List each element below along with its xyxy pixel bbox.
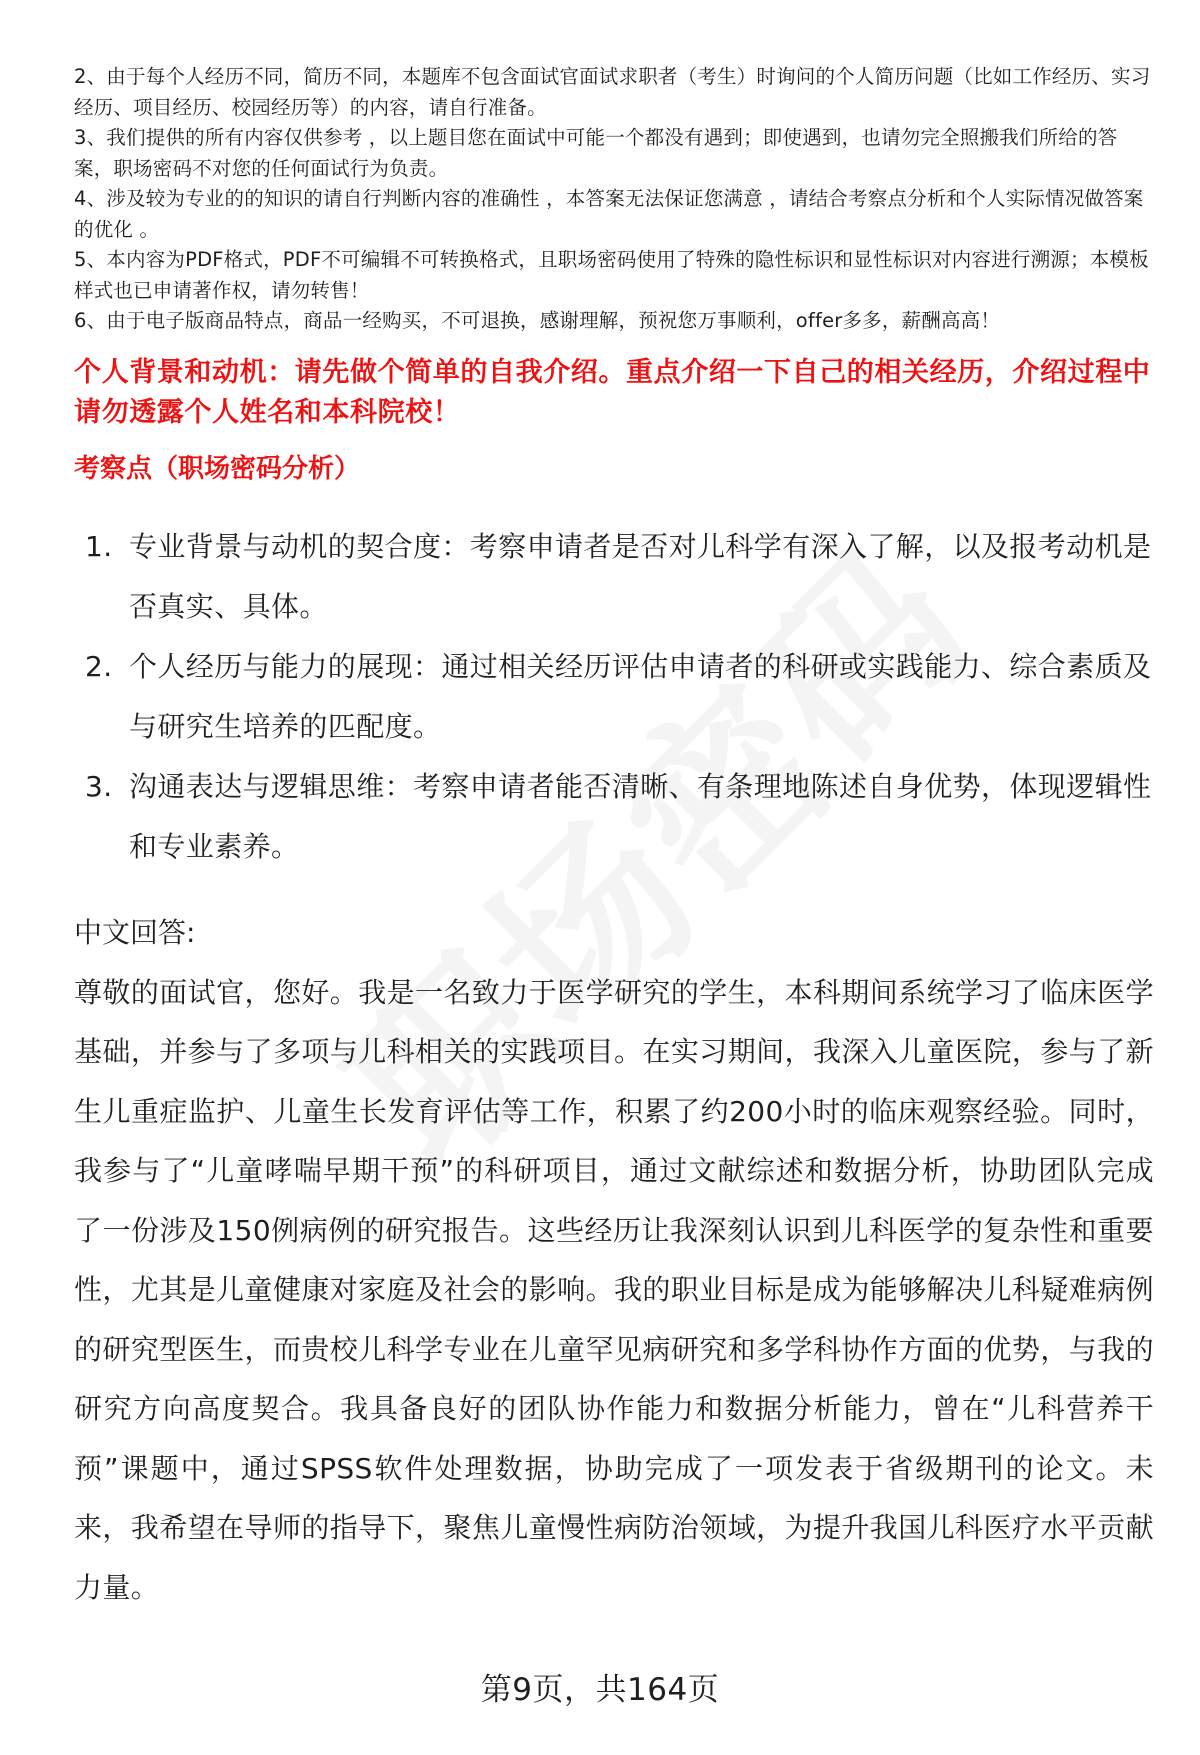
- note-item: 5、本内容为PDF格式，PDF不可编辑不可转换格式，且职场密码使用了特殊的隐性标识和显性标识对内容进行溯源；本模板样式也已申请著作权，请勿转售！: [74, 248, 1149, 302]
- notes-list: [74, 62, 1154, 337]
- page-number: 第9页，共164页: [480, 1672, 720, 1708]
- note-item: 2、由于每个人经历不同，简历不同，本题库不包含面试官面试求职者（考生）时询问的个人简历问题（比如工作经历、实习经历、项目经历、校园经历等）的内容，请自行准备。: [74, 65, 1151, 119]
- point-text: 专业背景与动机的契合度：考察申请者是否对儿科学有深入了解，以及报考动机是否真实、具体。: [129, 529, 1152, 623]
- analysis-point: [74, 757, 1154, 877]
- note-item: 4、涉及较为专业的的知识的请自行判断内容的准确性 ，本答案无法保证您满意 ，请结合考察点分析和个人实际情况做答案的优化 。: [74, 187, 1144, 241]
- analysis-points: [74, 517, 1154, 877]
- analysis-point: [74, 637, 1154, 757]
- point-number: 3.: [85, 769, 113, 803]
- question-heading: 个人背景和动机：请先做个简单的自我介绍。重点介绍一下自己的相关经历，介绍过程中请勿透露个人姓名和本科院校！: [74, 356, 1151, 428]
- answer-label: 中文回答:: [74, 915, 196, 949]
- point-text: 沟通表达与逻辑思维：考察申请者能否清晰、有条理地陈述自身优势，体现逻辑性和专业素养。: [129, 769, 1152, 863]
- point-number: 2.: [85, 649, 113, 683]
- note-item: 6、由于电子版商品特点，商品一经购买，不可退换，感谢理解，预祝您万事顺利，offer多多，薪酬高高！: [74, 309, 1001, 332]
- document-page: [74, 62, 1154, 1617]
- analysis-point: [74, 517, 1154, 637]
- analysis-title: 考察点（职场密码分析）: [74, 453, 361, 484]
- answer-text: 尊敬的面试官，您好。我是一名致力于医学研究的学生，本科期间系统学习了临床医学基础，并参与了多项与儿科相关的实践项目。在实习期间，我深入儿童医院，参与了新生儿重症监护、儿童生长发育评估等工作，积累了约200小时的临床观察经验。同时，我参与了“儿童哮喘早期干预”的科研项目，通过文献综述和数据分析，协助团队完成了一份涉及150例病例的研究报告。这些经历让我深刻认识到儿科医学的复杂性和重要性，尤其是儿童健康对家庭及社会的影响。我的职业目标是成为能够解决儿科疑难病例的研究型医生，而贵校儿科学专业在儿童罕见病研究和多学科协作方面的优势，与我的研究方向高度契合。我具备良好的团队协作能力和数据分析能力，曾在“儿科营养干预”课题中，通过SPSS软件处理数据，协助完成了一项发表于省级期刊的论文。未来，我希望在导师的指导下，聚焦儿童慢性病防治领域，为提升我国儿科医疗水平贡献力量。: [74, 975, 1154, 1604]
- note-item: 3、我们提供的所有内容仅供参考 ，以上题目您在面试中可能一个都没有遇到；即使遇到，也请勿完全照搬我们所给的答案，职场密码不对您的任何面试行为负责。: [74, 126, 1118, 180]
- point-number: 1.: [85, 529, 113, 563]
- point-text: 个人经历与能力的展现：通过相关经历评估申请者的科研或实践能力、综合素质及与研究生培养的匹配度。: [129, 649, 1152, 743]
